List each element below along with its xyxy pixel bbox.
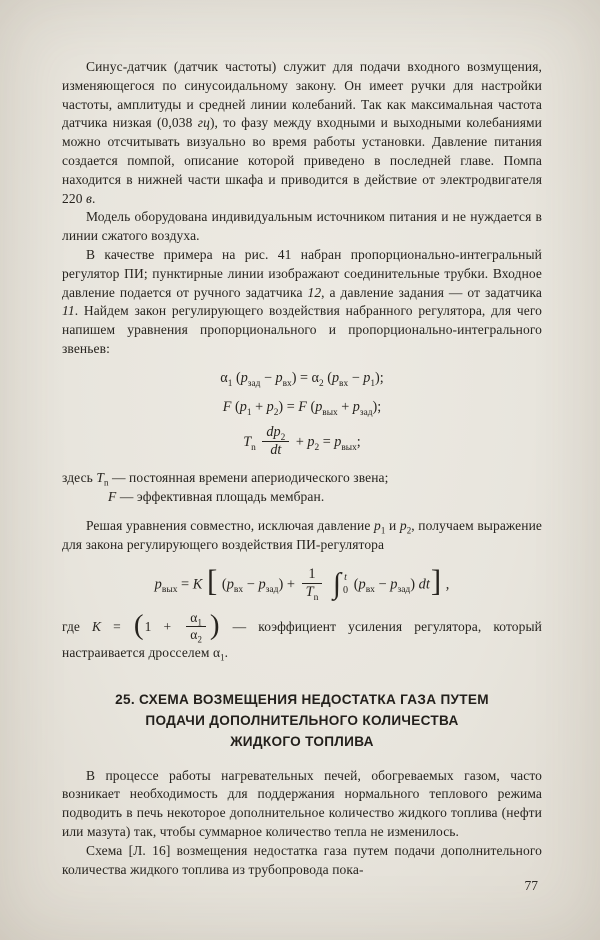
paragraph-solving: Решая уравнения совместно, исключая давление $p_1$ и $p_2$, получаем выражение для закона регулирующего воздействия ПИ-регулятора — [62, 518, 542, 552]
heading-line: 25. СХЕМА ВОЗМЕЩЕНИЯ НЕДОСТАТКА ГАЗА ПУТЕМ — [115, 691, 489, 707]
paragraph-furnaces: В процессе работы нагревательных печей, обогреваемых газом, часто возникает необходимость для поддержания нормального теплового режима подводить в печь некоторое дополнительное количество жидкого топлива (нефти или мазута) так, чтобы суммарное количество тепла не изменилось. — [62, 767, 542, 840]
page-number: 77 — [524, 878, 538, 893]
equation-pi-law: $p_{вых} = K$ [ $(p_{вх} - p_{зад})$ + $\frac{1}{T_n}$ ∫ t 0 $(p_{вх} - p_{зад})$ dt] , — [154, 563, 450, 604]
paragraph-sine-sensor: Синус-датчик (датчик частоты) служит для подачи входного возмущения, изменяющегося по синусоидальному закону. Он имеет ручки для настройки частоты, амплитуды и средней линии колебаний. Так как максимальная частота датчика низкая (0,038 гц), то фазу между входными и выходными колебаниями можно отсчитывать визуально во время работы установки. Давление питания создается помпой, описание которой приведено в последней главе. Помпа находится в нижней части шкафа и приводится в действие от электродвигателя 220 в. — [62, 59, 542, 206]
heading-line: ПОДАЧИ ДОПОЛНИТЕЛЬНОГО КОЛИЧЕСТВА — [145, 712, 459, 728]
paragraph-model-power: Модель оборудована индивидуальным источником питания и не нуждается в линии сжатого воздуха. — [62, 209, 542, 244]
text-block — [62, 58, 542, 879]
equation-membrane-link: F $(p_1 + p_2) = F$ $(p_{вых} + p_{зад})$; — [222, 398, 382, 418]
heading-line: ЖИДКОГО ТОПЛИВА — [230, 733, 374, 749]
equation-proportional-link: $\alpha_1$ $(p_{зад} - p_{вх}) = \alpha_2$ $(p_{вх} - p_1)$; — [220, 369, 384, 389]
note-membrane-area: F — эффективная площадь мембран. — [108, 489, 325, 505]
note-time-constant: здесь $T_n$ — постоянная времени апериодического звена; — [62, 470, 389, 489]
paragraph-scheme-intro: Схема [Л. 16] возмещения недостатка газа путем подачи дополнительного количества жидкого топлива из трубопровода пока- — [62, 842, 542, 877]
paragraph-gain-coefficient: где K = (1 + $\frac{\alpha_1}{\alpha_2}$ ) — коэффициент усиления регулятора, который настраивается дросселем $\alpha_1$. — [62, 608, 542, 663]
section-heading — [62, 689, 542, 752]
equation-aperiodic-link: $T_n$ $\frac{dp_2}{dt}$ + $p_2 = p_{вых}$; — [243, 423, 361, 459]
paragraph-pi-example: В качестве примера на рис. 41 набран пропорционально-интегральный регулятор ПИ; пунктирные линии изображают соединительные трубки. Входное давление подается от ручного задатчика 12, а давление задания — от задатчика 11. Найдем закон регулирующего воздействия набранного регулятора, для чего напишем уравнения пропорционального и пропорционально-интегрального звеньев: — [62, 246, 543, 356]
